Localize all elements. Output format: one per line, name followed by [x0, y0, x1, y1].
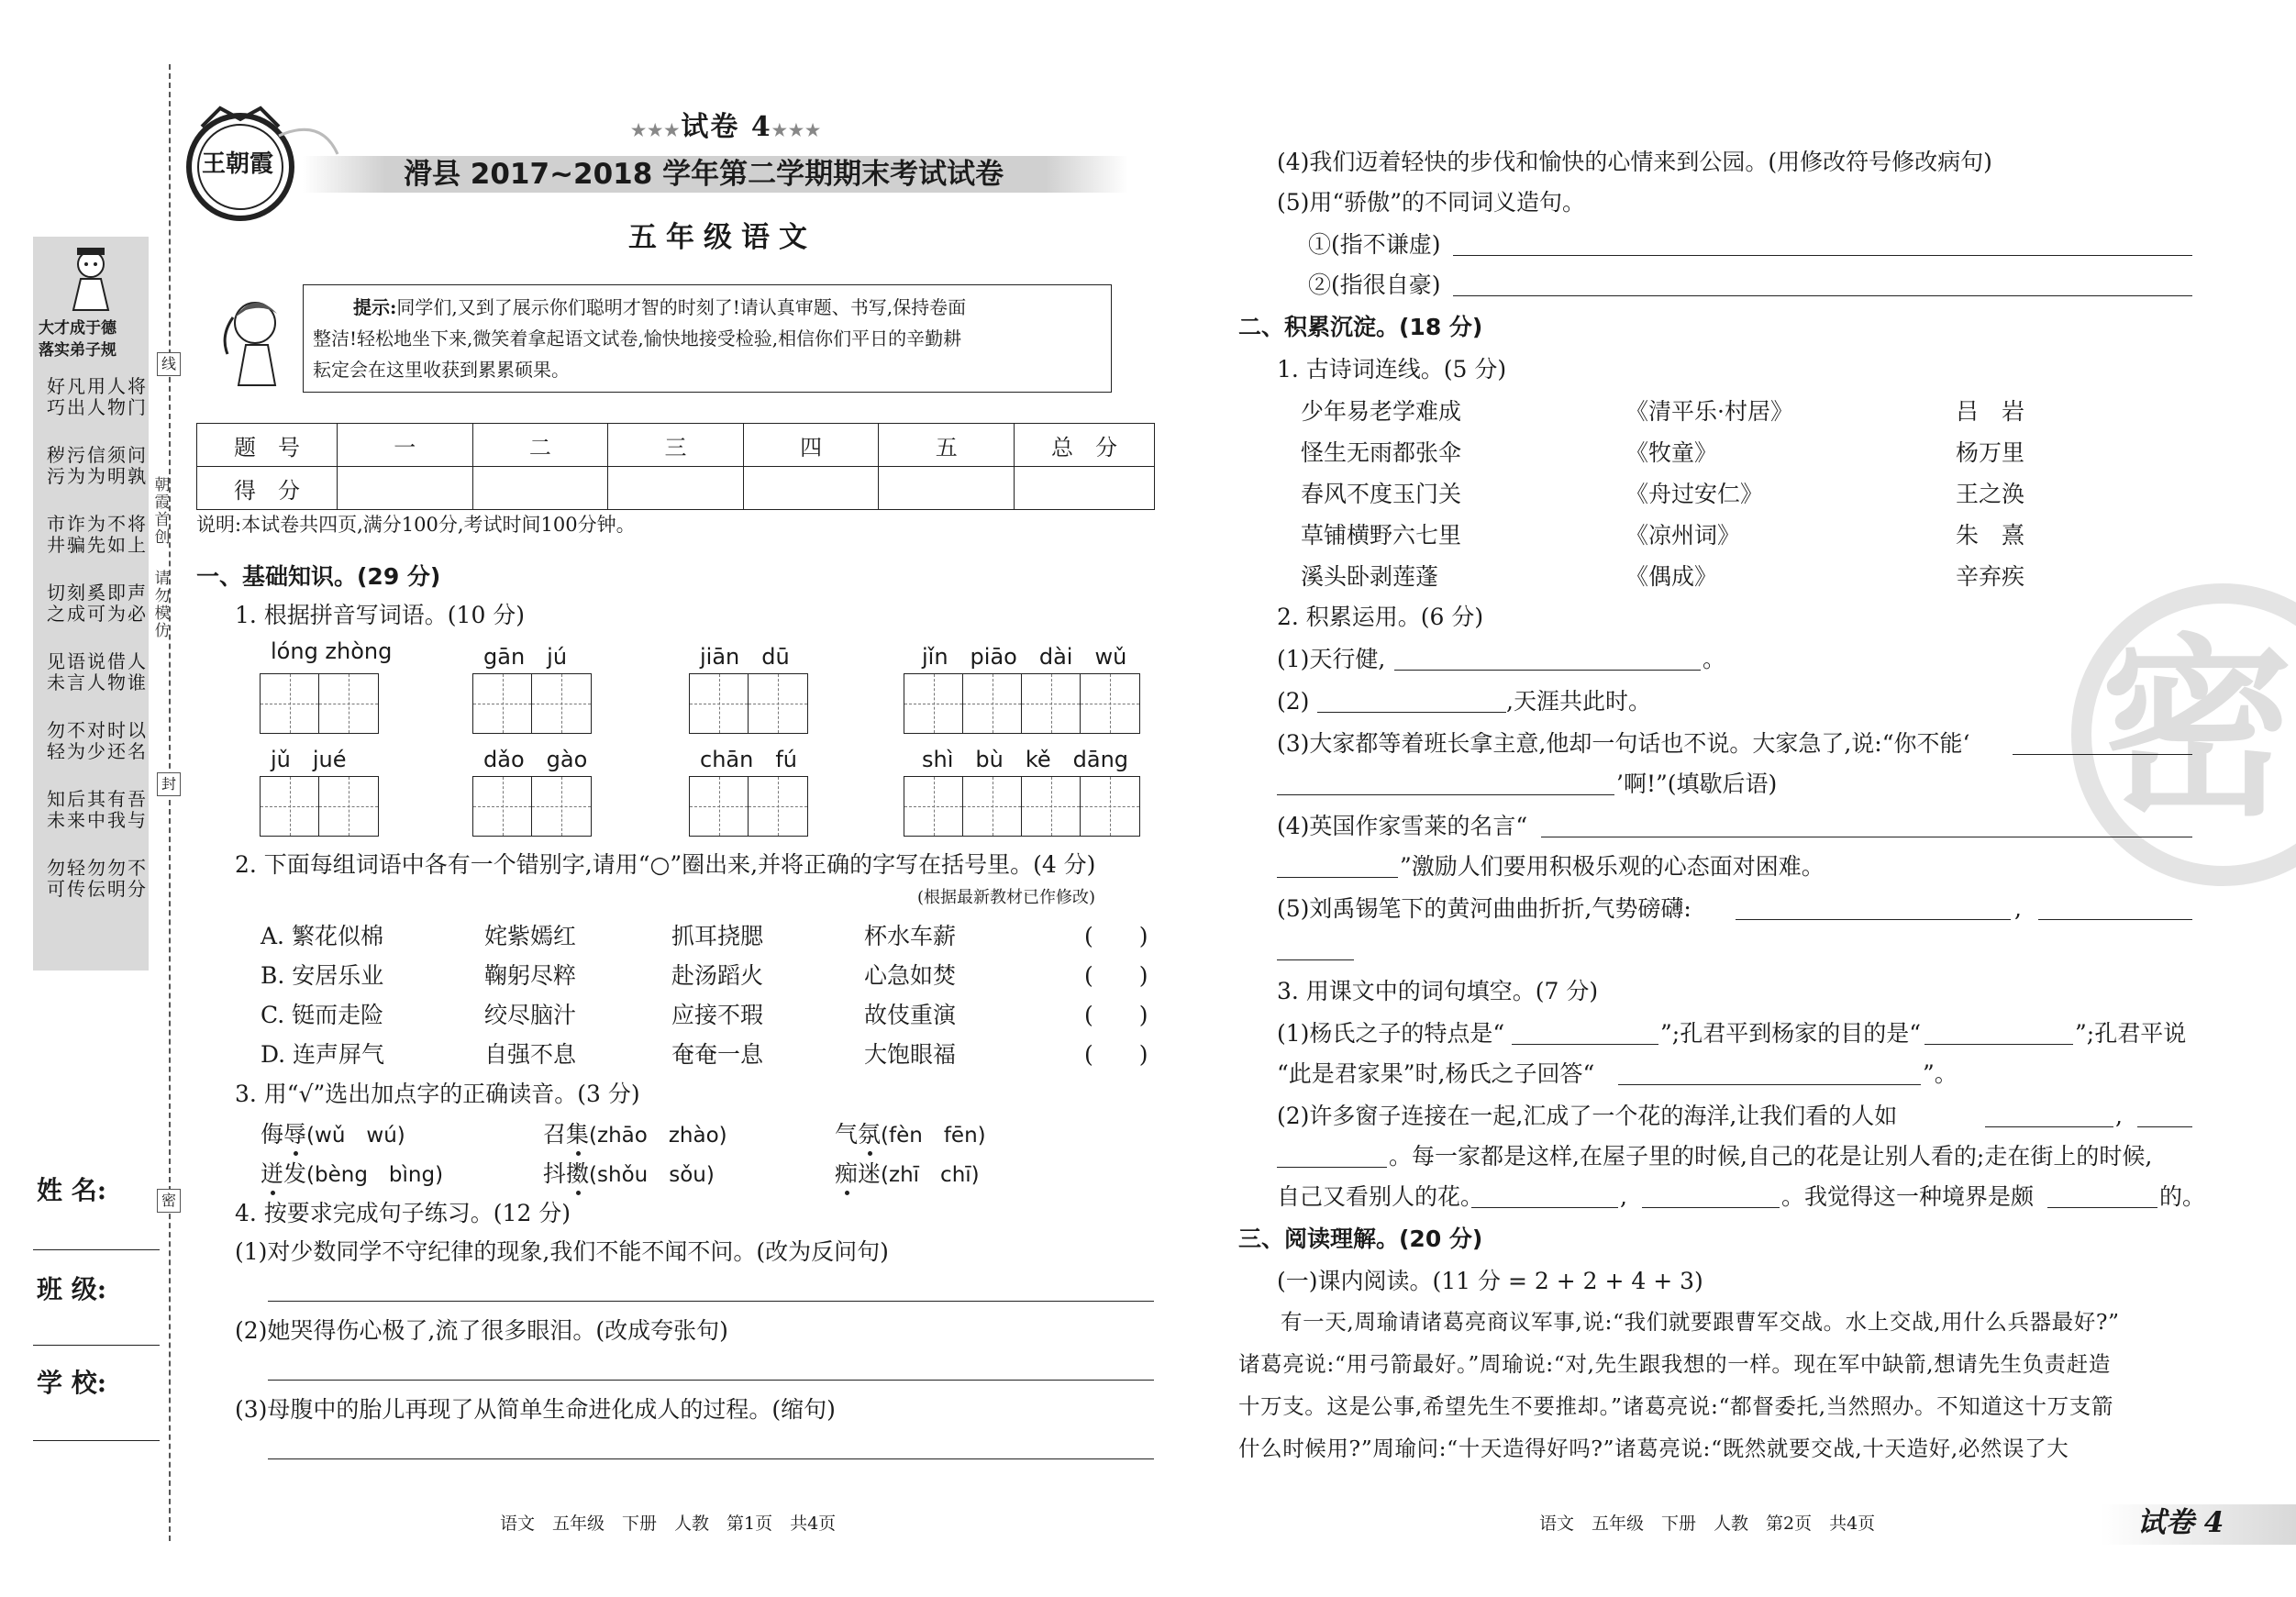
girl-illustration-icon: [218, 290, 288, 391]
writing-cell[interactable]: [319, 674, 378, 733]
writing-cell[interactable]: [963, 777, 1022, 836]
motto-column: 知未: [47, 788, 65, 831]
motto-heading-1: 大才成于德: [39, 319, 116, 338]
section1-heading: 一、基础知识。(29 分): [196, 563, 441, 590]
motto-column: 语言: [67, 650, 85, 693]
q4-4-text: (4)我们迈着轻快的步伐和愉快的心情来到公园。(用修改符号修改病句): [1277, 149, 1992, 175]
s2-q2-1-end: 。: [1703, 646, 1726, 672]
q3-char: 气: [835, 1121, 859, 1148]
pinyin-label: jiān dū: [700, 644, 790, 670]
motto-column: 好巧: [47, 375, 65, 418]
s2-q3-1-d: “此是君家果”时,杨氏之子回答“: [1277, 1060, 1595, 1087]
scholar-figure-icon: [61, 242, 121, 314]
score-cell[interactable]: [338, 467, 473, 510]
writing-cell[interactable]: [532, 777, 591, 836]
tip-line-3: 耘定会在这里收获到累累硕果。: [313, 359, 570, 381]
q3-title: 3. 用“√”选出加点字的正确读音。(3 分): [235, 1081, 640, 1107]
seal-line-mark: 线: [157, 352, 181, 376]
motto-column: 轻传: [67, 857, 85, 900]
motto-column: 人谁: [128, 650, 146, 693]
motto-column: 凡出: [67, 375, 85, 418]
s2-q3-1-e: ”。: [1923, 1060, 1958, 1087]
motto-column: 将上: [128, 513, 146, 556]
writing-cell[interactable]: [690, 674, 749, 733]
motto-column: 即为: [107, 582, 126, 625]
poem-line[interactable]: 春风不度玉门关: [1301, 481, 1462, 507]
motto-column: 人物: [107, 375, 126, 418]
score-cell[interactable]: [879, 467, 1015, 510]
motto-column: 切之: [47, 582, 65, 625]
s2-q2-5-blank-c[interactable]: [1277, 959, 1354, 960]
writing-cell[interactable]: [1081, 777, 1139, 836]
writing-grid[interactable]: [904, 776, 1140, 837]
q2-word: 心急如焚: [864, 962, 957, 989]
q3-item[interactable]: [543, 1123, 727, 1147]
answer-bracket[interactable]: ( ): [1084, 962, 1148, 989]
q2-word: 应接不瑕: [671, 1002, 764, 1028]
q3-item[interactable]: [543, 1162, 715, 1186]
poet-name[interactable]: 辛弃疾: [1956, 563, 2025, 590]
q2-word: B. 安居乐业: [261, 962, 384, 989]
poem-title[interactable]: 《舟过安仁》: [1625, 481, 1764, 507]
s2-q2-2-end: ,天涯共此时。: [1506, 688, 1651, 715]
q1-title: 1. 根据拼音写词语。(10 分): [235, 602, 526, 628]
score-cell[interactable]: [472, 467, 608, 510]
tip-box: [303, 284, 1112, 393]
poem-line[interactable]: 草铺横野六七里: [1301, 522, 1462, 549]
poem-line[interactable]: 少年易老学难成: [1301, 398, 1462, 425]
class-input-line[interactable]: [33, 1345, 160, 1346]
answer-bracket[interactable]: ( ): [1084, 923, 1148, 949]
motto-column: 奚可: [87, 582, 105, 625]
poet-name[interactable]: 杨万里: [1956, 439, 2025, 466]
q2-word: 绞尽脑汁: [484, 1002, 577, 1028]
poet-name[interactable]: 王之涣: [1956, 481, 2025, 507]
poem-title[interactable]: 《凉州词》: [1625, 522, 1741, 549]
paper-tag: ★★★试卷 4★★★: [631, 111, 823, 143]
s2-q3-2-d: 。我觉得这一种境界是颇: [1781, 1183, 2035, 1210]
motto-column: 勿明: [107, 857, 126, 900]
s2-q3-2-blank-e[interactable]: [1642, 1207, 1780, 1208]
motto-column: 以名: [128, 719, 146, 762]
s2-q2-4-text: (4)英国作家雪莱的名言“: [1277, 813, 1528, 839]
writing-cell[interactable]: [319, 777, 378, 836]
score-col-5: 五: [879, 424, 1015, 467]
pinyin-label: gān jú: [483, 644, 568, 670]
secret-seal-char: 密: [2101, 616, 2294, 842]
motto-column: 诈骗: [67, 513, 85, 556]
writing-cell[interactable]: [532, 674, 591, 733]
q2-word: A. 繁花似棉: [261, 923, 383, 949]
q4-2-answer-line[interactable]: [268, 1380, 1154, 1381]
seal-secret-mark: 密: [157, 1189, 181, 1213]
s2-q3-2-blank-d[interactable]: [1471, 1207, 1618, 1208]
name-input-line[interactable]: [33, 1249, 160, 1250]
motto-column: 勿可: [47, 857, 65, 900]
s2-q3-2-blank-c[interactable]: [1277, 1167, 1387, 1168]
s2-q3-1-b: ”;孔君平到杨家的目的是“: [1660, 1020, 1921, 1047]
footer-paper-tag: 试卷 4: [2137, 1506, 2224, 1539]
q3-dotted-char: 氛: [858, 1121, 882, 1148]
poem-title[interactable]: 《牧童》: [1625, 439, 1718, 466]
q4-1-text: (1)对少数同学不守纪律的现象,我们不能不闻不问。(改为反问句): [235, 1238, 889, 1265]
score-table: [196, 423, 1155, 510]
pinyin-label: chān fú: [700, 747, 797, 772]
logo-text: 王朝霞: [202, 150, 274, 178]
motto-column: 说人: [87, 650, 105, 693]
writing-grid[interactable]: [904, 673, 1140, 734]
score-cell[interactable]: [1015, 467, 1155, 510]
s2-q3-2-comma: ,: [2115, 1103, 2123, 1129]
q3-dotted-char: 迸: [261, 1160, 284, 1187]
motto-column: 不如: [107, 513, 126, 556]
poem-title[interactable]: 《偶成》: [1625, 563, 1718, 590]
s2-q2-2-pre: (2): [1277, 688, 1310, 715]
s2-q3-1-blank-c[interactable]: [1618, 1084, 1921, 1085]
school-input-line[interactable]: [33, 1440, 160, 1441]
binding-dashed-line: [169, 64, 171, 1541]
s2-q3-title: 3. 用课文中的词句填空。(7 分): [1277, 978, 1599, 1004]
motto-column: 信为: [87, 444, 105, 487]
s2-q3-2-comma-2: ,: [1620, 1183, 1627, 1210]
motto-column: 时还: [107, 719, 126, 762]
passage-line: 诸葛亮说:“用弓箭最好。”周瑜说:“对,先生跟我想的一样。现在军中缺箭,想请先生负责赶造: [1238, 1351, 2111, 1377]
answer-bracket[interactable]: ( ): [1084, 1002, 1148, 1028]
motto-column: 将门: [128, 375, 146, 418]
seal-seal-mark: 封: [157, 772, 181, 796]
motto-column: 声必: [128, 582, 146, 625]
writing-cell[interactable]: [1022, 674, 1081, 733]
writing-cell[interactable]: [473, 777, 532, 836]
s2-q2-3-blank-b[interactable]: [1277, 794, 1614, 795]
s2-q2-3-text: (3)大家都等着班长拿主意,他却一句话也不说。大家急了,说:“你不能‘: [1277, 730, 1970, 757]
motto-column: 刻成: [67, 582, 85, 625]
pinyin-label: jǔ jué: [271, 747, 347, 772]
q2-word: 故伎重演: [864, 1002, 957, 1028]
q3-item[interactable]: [835, 1162, 980, 1186]
q3-pinyin-options: (fèn fēn): [881, 1124, 986, 1148]
pinyin-label: lóng zhòng: [271, 638, 393, 664]
tip-line-2: 整洁!轻松地坐下来,微笑着拿起语文试卷,愉快地接受检验,相信你们平日的辛勤耕: [313, 327, 962, 349]
writing-grid[interactable]: [472, 776, 592, 837]
s2-q3-1-blank-a[interactable]: [1512, 1044, 1658, 1045]
s2-q3-1-c: ”;孔君平说: [2075, 1020, 2187, 1047]
q2-word: 奄奄一息: [671, 1041, 764, 1068]
score-row-label: 得 分: [197, 467, 338, 510]
q3-pinyin-options: (bèng bìng): [306, 1163, 444, 1187]
subject-title: 五年级语文: [628, 221, 816, 254]
motto-column: 勿伝: [87, 857, 105, 900]
q2-word: 鞠躬尽粹: [484, 962, 577, 989]
score-table-header-row: [197, 424, 1155, 467]
q2-note: (根据最新教材已作修改): [917, 888, 1096, 907]
writing-grid[interactable]: [472, 673, 592, 734]
s2-q1-title: 1. 古诗词连线。(5 分): [1277, 356, 1507, 383]
footer-right: 语文 五年级 下册 人教 第2页 共4页: [1539, 1514, 1876, 1534]
writing-grid[interactable]: [689, 673, 808, 734]
s2-q3-2-blank-a[interactable]: [1985, 1126, 2113, 1127]
section3-heading: 三、阅读理解。(20 分): [1238, 1225, 1483, 1252]
writing-cell[interactable]: [904, 674, 963, 733]
q2-word: D. 连声屏气: [261, 1041, 385, 1068]
motto-column: 问孰: [128, 444, 146, 487]
q4-1-answer-line[interactable]: [268, 1301, 1154, 1302]
q2-word: 抓耳挠腮: [671, 923, 764, 949]
writing-grid[interactable]: [689, 776, 808, 837]
poem-line[interactable]: 怪生无雨都张伞: [1301, 439, 1462, 466]
writing-cell[interactable]: [749, 777, 807, 836]
motto-column: 污为: [67, 444, 85, 487]
motto-column: 为先: [87, 513, 105, 556]
writing-grid[interactable]: [260, 776, 379, 837]
s2-q2-5-text: (5)刘禹锡笔下的黄河曲曲折折,气势磅礴:: [1277, 895, 1691, 922]
paper-tag-text: 试卷 4: [681, 111, 772, 143]
q3-char: 召: [543, 1121, 567, 1148]
pinyin-label: dǎo gào: [483, 747, 588, 772]
passage-line: 有一天,周瑜请诸葛亮商议军事,说:“我们就要跟曹军交战。水上交战,用什么兵器最好?”: [1281, 1309, 2120, 1335]
s2-q3-1-blank-b[interactable]: [1924, 1044, 2073, 1045]
q2-word: 自强不息: [484, 1041, 577, 1068]
score-cell[interactable]: [743, 467, 879, 510]
writing-cell[interactable]: [1022, 777, 1081, 836]
q4-5b-text: ②(指很自豪): [1308, 272, 1441, 298]
motto-column: 对少: [87, 719, 105, 762]
score-table-score-row: [197, 467, 1155, 510]
s2-q2-5-blank-b[interactable]: [2038, 919, 2192, 920]
q4-5-text: (5)用“骄傲”的不同词义造句。: [1277, 189, 1585, 216]
s2-q2-3-blank-a[interactable]: [2013, 754, 2192, 755]
vertical-note-1: 朝霞首创: [154, 476, 171, 547]
q3-dotted-char: 集: [566, 1121, 590, 1148]
q3-dotted-char: 擞: [566, 1160, 590, 1187]
s2-q2-3-tail: ’啊!”(填歇后语): [1616, 771, 1778, 797]
answer-bracket[interactable]: ( ): [1084, 1041, 1148, 1068]
motto-column: 市井: [47, 513, 65, 556]
q3-char: 抖: [543, 1160, 567, 1187]
school-label: 学 校:: [37, 1368, 107, 1398]
motto-column: 吾与: [128, 788, 146, 831]
exam-title: 滑县 2017~2018 学年第二学期期末考试试卷: [404, 158, 1004, 191]
s2-q2-2-blank[interactable]: [1317, 712, 1506, 713]
passage-line: 什么时候用?”周瑜问:“十天造得好吗?”诸葛亮说:“既然就要交战,十天造好,必然误了大: [1238, 1436, 2069, 1461]
q3-char: 发: [283, 1160, 307, 1187]
poem-line[interactable]: 溪头卧剥莲蓬: [1301, 563, 1439, 590]
q3-pinyin-options: (wǔ wú): [306, 1124, 405, 1148]
q4-2-text: (2)她哭得伤心极了,流了很多眼泪。(改成夸张句): [235, 1317, 728, 1344]
s2-q3-2-e: 的。: [2159, 1183, 2206, 1210]
q4-title: 4. 按要求完成句子练习。(12 分): [235, 1200, 571, 1226]
q4-5a-text: ①(指不谦虚): [1308, 231, 1441, 258]
s2-q3-2-a: (2)许多窗子连接在一起,汇成了一个花的海洋,让我们看的人如: [1277, 1103, 1898, 1129]
tip-label: 提示:: [353, 296, 397, 318]
s2-q2-4-tail: ”激励人们要用积极乐观的心态面对困难。: [1400, 853, 1825, 880]
q3-item[interactable]: [261, 1162, 443, 1186]
writing-cell[interactable]: [261, 777, 319, 836]
score-col-1: 一: [338, 424, 473, 467]
s3-q1-title: (一)课内阅读。(11 分 = 2 + 2 + 4 + 3): [1277, 1268, 1703, 1294]
q3-dotted-char: 痴: [835, 1160, 859, 1187]
s2-q3-2-blank-f[interactable]: [2047, 1207, 2157, 1208]
q4-5a-answer-line[interactable]: [1453, 255, 2192, 256]
s2-q3-2-blank-b[interactable]: [2137, 1126, 2192, 1127]
writing-cell[interactable]: [473, 674, 532, 733]
name-label: 姓 名:: [37, 1175, 107, 1205]
poem-title[interactable]: 《清平乐·村居》: [1625, 398, 1793, 425]
writing-grid[interactable]: [260, 673, 379, 734]
score-col-label: 题 号: [197, 424, 338, 467]
motto-column: 勿轻: [47, 719, 65, 762]
q3-pinyin-options: (zhāo zhào): [589, 1124, 727, 1148]
motto-column: 秽污: [47, 444, 65, 487]
score-col-total: 总 分: [1015, 424, 1155, 467]
passage-line: 十万支。这是公事,希望先生不要推却。”诸葛亮说:“都督委托,当然照办。不知道这十万支箭: [1238, 1393, 2113, 1419]
score-col-2: 二: [472, 424, 608, 467]
q2-word: 杯水车薪: [864, 923, 957, 949]
q3-pinyin-options: (shǒu sǒu): [589, 1163, 715, 1187]
class-label: 班 级:: [37, 1274, 107, 1304]
exam-note: 说明:本试卷共四页,满分100分,考试时间100分钟。: [196, 514, 636, 536]
score-col-4: 四: [743, 424, 879, 467]
q3-item[interactable]: [835, 1123, 986, 1147]
motto-column: 有我: [107, 788, 126, 831]
writing-cell[interactable]: [749, 674, 807, 733]
motto-column: 不为: [67, 719, 85, 762]
tip-line-1: 同学们,又到了展示你们聪明才智的时刻了!请认真审题、书写,保持卷面: [396, 296, 967, 318]
q3-pinyin-options: (zhī chī): [881, 1163, 980, 1187]
motto-column: 见未: [47, 650, 65, 693]
q3-char: 侮: [261, 1121, 284, 1148]
q2-title: 2. 下面每组词语中各有一个错别字,请用“○”圈出来,并将正确的字写在括号里。(4 分): [235, 851, 1096, 878]
q3-item[interactable]: [261, 1123, 405, 1147]
q2-word: 姹紫嫣红: [484, 923, 577, 949]
q4-3-answer-line[interactable]: [268, 1458, 1154, 1459]
pinyin-label: jǐn piāo dài wǔ: [922, 644, 1127, 670]
section2-heading: 二、积累沉淀。(18 分): [1238, 314, 1483, 340]
s2-q3-2-c: 自己又看别人的花。: [1277, 1183, 1484, 1210]
writing-cell[interactable]: [690, 777, 749, 836]
q2-word: C. 铤而走险: [261, 1002, 384, 1028]
motto-heading-2: 落实弟子规: [39, 341, 116, 360]
score-col-3: 三: [608, 424, 744, 467]
motto-column: 借物: [107, 650, 126, 693]
vertical-note-2: 请勿模仿: [154, 570, 171, 640]
motto-column: 其中: [87, 788, 105, 831]
poet-name[interactable]: 朱 熹: [1956, 522, 2025, 549]
s2-q2-4-blank-b[interactable]: [1277, 877, 1398, 878]
q2-word: 大饱眼福: [864, 1041, 957, 1068]
s2-q3-1-a: (1)杨氏之子的特点是“: [1277, 1020, 1505, 1047]
writing-cell[interactable]: [261, 674, 319, 733]
motto-column: 用人: [87, 375, 105, 418]
score-cell[interactable]: [608, 467, 744, 510]
poet-name[interactable]: 吕 岩: [1956, 398, 2025, 425]
writing-cell[interactable]: [963, 674, 1022, 733]
s2-q2-title: 2. 积累运用。(6 分): [1277, 604, 1484, 630]
s2-q2-5-blank-a[interactable]: [1736, 919, 2011, 920]
footer-left: 语文 五年级 下册 人教 第1页 共4页: [500, 1514, 837, 1534]
motto-column: 不分: [128, 857, 146, 900]
q4-5b-answer-line[interactable]: [1453, 295, 2192, 296]
q3-dotted-char: 辱: [283, 1121, 307, 1148]
s2-q3-2-b: 。每一家都是这样,在屋子里的时候,自己的花是让别人看的;走在街上的时候,: [1389, 1143, 2153, 1170]
q3-char: 迷: [858, 1160, 882, 1187]
s2-q2-5-comma: ,: [2014, 895, 2022, 922]
motto-column: 后来: [67, 788, 85, 831]
q4-3-text: (3)母腹中的胎儿再现了从简单生命进化成人的过程。(缩句): [235, 1396, 836, 1423]
s2-q2-1-blank[interactable]: [1394, 670, 1701, 671]
writing-cell[interactable]: [1081, 674, 1139, 733]
writing-cell[interactable]: [904, 777, 963, 836]
pinyin-label: shì bù kě dāng: [922, 747, 1129, 772]
motto-column: 须明: [107, 444, 126, 487]
q2-word: 赴汤蹈火: [671, 962, 764, 989]
s2-q2-1-text: (1)天行健,: [1277, 646, 1386, 672]
